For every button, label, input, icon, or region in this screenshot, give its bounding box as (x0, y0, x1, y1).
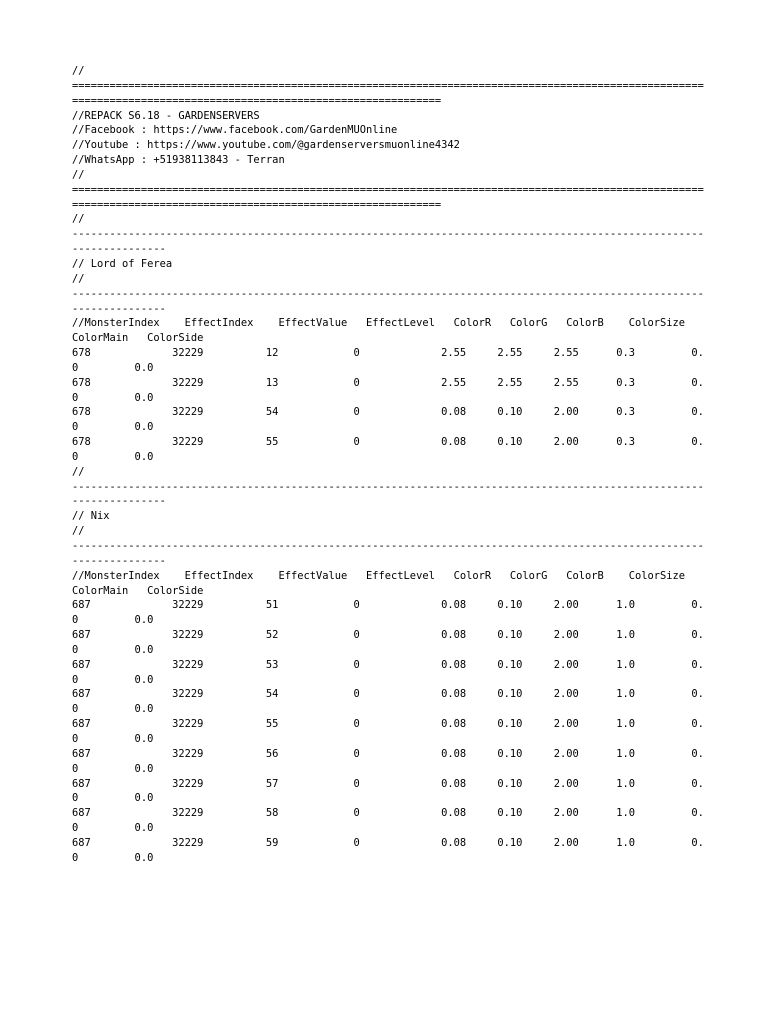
document-line: 687 32229 54 0 0.08 0.10 2.00 1.0 0.0 0.0 (72, 688, 704, 716)
document-line: //WhatsApp : +51938113843 - Terran (72, 154, 285, 167)
document-line: 687 32229 52 0 0.08 0.10 2.00 1.0 0.0 0.0 (72, 629, 704, 656)
document-line: // (72, 525, 85, 538)
document-line: //MonsterIndex EffectIndex EffectValue EffectLevel ColorR ColorG ColorB ColorSize ColorMain ColorSide (72, 317, 704, 345)
document-line: //Facebook : https://www.facebook.com/GardenMUOnline (72, 124, 398, 137)
document-line: 678 32229 12 0 2.55 2.55 2.55 0.3 0.0 0.0 (72, 347, 704, 374)
document-line: 678 32229 13 0 2.55 2.55 2.55 0.3 0.0 0.0 (72, 376, 704, 404)
document-line: //Youtube : https://www.youtube.com/@gardenserversmuonline4342 (72, 139, 460, 152)
document-line: -------------------------------------------------------------------------------------------------------------------- (72, 480, 704, 508)
document-line: -------------------------------------------------------------------------------------------------------------------- (72, 287, 704, 315)
document-line: 687 32229 53 0 0.08 0.10 2.00 1.0 0.0 0.0 (72, 658, 704, 686)
document-line: 687 32229 59 0 0.08 0.10 2.00 1.0 0.0 0.0 (72, 836, 704, 864)
document-line: 687 32229 57 0 0.08 0.10 2.00 1.0 0.0 0.0 (72, 777, 704, 805)
document-text-content (72, 64, 708, 866)
document-line: ================================================================================================================================================================ (72, 183, 704, 211)
document-line: 687 32229 58 0 0.08 0.10 2.00 1.0 0.0 0.0 (72, 807, 704, 835)
document-line: 687 32229 55 0 0.08 0.10 2.00 1.0 0.0 0.0 (72, 718, 704, 745)
document-line: //REPACK S6.18 - GARDENSERVERS (72, 109, 260, 122)
document-line: // Lord of Ferea (72, 257, 173, 270)
document-line: // (72, 465, 85, 478)
document-line: ================================================================================================================================================================ (72, 79, 704, 107)
document-line: // Nix (72, 510, 110, 523)
document-line: 678 32229 55 0 0.08 0.10 2.00 0.3 0.0 0.0 (72, 436, 704, 463)
document-line: // (72, 168, 85, 181)
document-line: // (72, 65, 85, 77)
document-line: -------------------------------------------------------------------------------------------------------------------- (72, 540, 704, 567)
document-line: //MonsterIndex EffectIndex EffectValue EffectLevel ColorR ColorG ColorB ColorSize ColorMain ColorSide (72, 569, 704, 597)
document-line: 687 32229 56 0 0.08 0.10 2.00 1.0 0.0 0.0 (72, 747, 704, 775)
document-line: // (72, 272, 85, 285)
document-line: 687 32229 51 0 0.08 0.10 2.00 1.0 0.0 0.0 (72, 599, 704, 627)
document-line: // (72, 213, 85, 226)
document-line: -------------------------------------------------------------------------------------------------------------------- (72, 228, 704, 256)
document-line: 678 32229 54 0 0.08 0.10 2.00 0.3 0.0 0.0 (72, 406, 704, 434)
